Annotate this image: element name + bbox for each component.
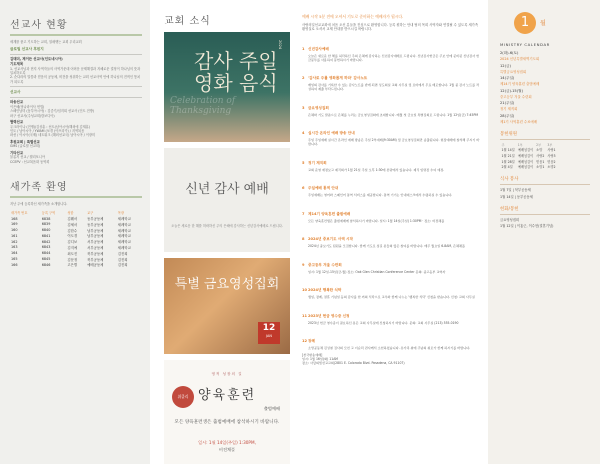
news-list bbox=[302, 35, 480, 351]
news-item bbox=[302, 119, 480, 146]
newcomer-cell: 166 bbox=[11, 262, 18, 267]
news-item-body: 생일, 장례, 결혼 기념일 등의 감사를 한 끼의 식탁으로 교우와 함께 나누는 '행복한 식탁' 신청을 받습니다. 신청: 교회 사무실 bbox=[308, 295, 475, 300]
prayer-item: 2. 순다라의 말씀과 믿음의 공동체, 비전을 성취하는 교회 선교사역 안에 하나님의 전적인 통치가 되도록 bbox=[10, 75, 141, 84]
newcomer-cell: 북부공동체 bbox=[87, 257, 104, 262]
news-item bbox=[302, 225, 480, 248]
news-item-title: '감사로 주를 영화롭게 하라' 감사노트 bbox=[308, 76, 368, 81]
news-intro: 예배 시작 5분 전에 오셔서 기도로 준비하는 예배자가 됩시다. bbox=[302, 14, 404, 19]
duty-rows bbox=[500, 147, 557, 169]
calendar-date: 28(주일) bbox=[500, 113, 515, 118]
news-item bbox=[302, 200, 480, 223]
group-label: 기타선교 bbox=[10, 150, 24, 155]
calendar-event: 중고등부 겨울 수련회 bbox=[500, 94, 532, 99]
meal-line: 1월 14일 | 동부공동체 bbox=[500, 194, 533, 199]
calendar-date: 12(금)-15(월) bbox=[500, 88, 523, 93]
news-item-title: 금요영성집회 bbox=[308, 105, 329, 110]
newcomer-cell: 세례학교 bbox=[117, 222, 131, 227]
news-item-heading bbox=[302, 149, 480, 168]
calendar-date: 14(주일) bbox=[500, 76, 515, 80]
news-item bbox=[302, 251, 480, 274]
news-lead: 사랑의일선교교회에 처음 오신 분들을 진심으로 환영합니다. 등록 원하는 안내 팀의 목회 사역자와 연결될 수 있도록 새가족 환영실로 오셔서 교제 안내를 받으시길 바랍니다. bbox=[302, 23, 479, 32]
card-text: 모든 양육훈련생은 출범예배에 참석하시기 바랍니다. bbox=[174, 420, 280, 425]
section-divider bbox=[10, 34, 142, 36]
newcomer-cell: 6839 bbox=[41, 222, 51, 227]
weekly-badge: 위클리 bbox=[172, 386, 194, 408]
news-item bbox=[302, 327, 480, 350]
group-label: 협력선교 bbox=[10, 120, 24, 125]
duty-cell: 1월 14일 bbox=[501, 148, 515, 153]
newcomer-table bbox=[10, 210, 142, 268]
newcomer-cell: 6846 bbox=[41, 262, 51, 267]
calendar-date: 21(주일) bbox=[500, 101, 515, 105]
duty-cell: 소망2 bbox=[547, 165, 556, 170]
newcomer-cell: 김지예 bbox=[67, 245, 78, 250]
duty-cell: 사랑2 bbox=[536, 153, 545, 158]
divider bbox=[500, 184, 590, 185]
church-news-title: 교회 소식 bbox=[164, 16, 211, 27]
duty-cell: 믿음1 bbox=[536, 159, 545, 164]
news-item bbox=[302, 35, 480, 62]
news-item-heading bbox=[302, 94, 480, 113]
group-line: 인도 / 남아시아 / YWAM (보경 (아프리카) / 지역복음 bbox=[10, 129, 85, 134]
calendar-entry bbox=[500, 114, 594, 124]
month-label: 월 bbox=[540, 20, 546, 27]
column-header: 주 bbox=[501, 142, 505, 147]
funeral-time: 일시: 1월 16일(화) 11AM bbox=[302, 356, 338, 361]
flower-line: 1월 12일 | 이홍근, 이수현(결혼기념) bbox=[500, 224, 554, 229]
newcomer-cell: 세례학교 bbox=[117, 228, 131, 233]
news-item-heading bbox=[302, 251, 480, 270]
discipleship-card[interactable] bbox=[164, 360, 290, 464]
column-header: 성함 bbox=[67, 211, 74, 216]
news-item-heading bbox=[302, 302, 480, 321]
calendar-title: MINISTRY CALENDAR bbox=[500, 42, 550, 47]
newcomer-cell: 김진희 bbox=[117, 257, 128, 262]
meal-line: 1월 7일 | 북부공동체 bbox=[500, 188, 531, 193]
news-item-title: 2024년 중보기도 사역 시작 bbox=[308, 237, 353, 242]
newcomer-cell: 168 bbox=[11, 216, 18, 221]
newcomer-cell: 6844 bbox=[41, 251, 51, 256]
calendar-column bbox=[488, 0, 600, 464]
newcomer-cell: 6842 bbox=[41, 239, 51, 244]
missionary-column bbox=[0, 0, 150, 464]
newcomer-cell: 164 bbox=[11, 251, 18, 256]
missionary-name: 김태미, 제이든 선교사(인도네시아) bbox=[10, 57, 63, 62]
news-item-title: 장례 bbox=[308, 339, 315, 344]
calendar-entry bbox=[500, 76, 594, 86]
calendar-event: 2024 신년특별새벽기도회 bbox=[500, 57, 540, 61]
date-day: 12 bbox=[262, 323, 276, 333]
newcomer-cell: 세례학교 bbox=[117, 217, 131, 222]
news-item bbox=[302, 94, 480, 117]
card-when: 일시: 1월 14일(주일) 1:30PM, bbox=[198, 440, 256, 445]
newcomer-cell: 김문정 bbox=[67, 257, 78, 262]
newcomer-cell: 6838 bbox=[41, 216, 51, 221]
newcomer-cell: 163 bbox=[11, 245, 18, 250]
newcomer-cell: 165 bbox=[11, 257, 18, 262]
duty-title: 봉헌위원 bbox=[500, 131, 517, 137]
calendar-entry bbox=[500, 64, 594, 74]
column-header: 1부 bbox=[517, 142, 523, 147]
column-header: 새가족 번호 bbox=[11, 211, 28, 216]
funeral-title: [천국환송예배] bbox=[302, 352, 323, 357]
card-title: 양육훈련 bbox=[198, 388, 257, 403]
divider bbox=[10, 54, 142, 55]
news-item-body: 일시: 1월 12일-15일(금-월) 장소: Oak Glen Christian Conference Center 문의: 중고등부 교역자 bbox=[308, 269, 446, 274]
duty-cell: 1월 21일 bbox=[501, 153, 515, 158]
calendar-event: 정기 제직회 bbox=[500, 107, 518, 111]
news-item bbox=[302, 149, 480, 172]
news-column bbox=[296, 0, 486, 464]
news-item-body: 주일예배는 영어와 스페인어 통역 서비스를 제공합니다. 통역 기기는 안내데스크에서 수령하실 수 있습니다. bbox=[308, 193, 453, 198]
calendar-event: 제14기 양육훈련 출범예배 bbox=[500, 82, 540, 86]
newcomer-cell: 남부공동체 bbox=[87, 234, 104, 239]
duty-cell: 예배섬김이 bbox=[517, 153, 534, 158]
group-line: 블롬지 선교 / 캘리포니아 bbox=[10, 155, 45, 160]
duty-cell: 1월 28일 bbox=[501, 159, 515, 164]
news-item-number: 4 bbox=[302, 131, 305, 136]
funeral-place: 장소: 사랑의빛선교교회(2801 E. Colorado Blvd. Pasadena, CA 91107) bbox=[302, 360, 405, 365]
news-item-body: 소망공동체 김성철 집사의 모친 고 이순덕 권사께서 소천하셨습니다. 유가족 위에 주님의 위로가 함께 하시기를 바랍니다. bbox=[308, 346, 471, 351]
duty-cell: 믿음2 bbox=[547, 159, 556, 164]
meal-title: 식사 봉사 bbox=[500, 177, 519, 183]
calendar-entry bbox=[500, 89, 594, 99]
newcomer-cell: 김진희 bbox=[117, 263, 128, 268]
column-header: 목장 bbox=[117, 211, 124, 216]
thanksgiving-card[interactable] bbox=[164, 32, 290, 142]
newcomer-cell: 160 bbox=[11, 228, 18, 233]
group-label: 후원교회 | 특별선교 bbox=[10, 139, 40, 144]
newcomer-cell: 고은별 bbox=[67, 263, 78, 268]
news-item-title: 제14기 양육훈련 출범예배 bbox=[308, 211, 351, 216]
news-item-number: 9 bbox=[302, 262, 305, 267]
newcomer-cell: 김한수 bbox=[67, 228, 78, 233]
duty-cell: 사랑1 bbox=[547, 148, 556, 153]
divider bbox=[500, 139, 590, 140]
news-item-number: 6 bbox=[302, 186, 305, 191]
column-header: 2부 bbox=[536, 142, 542, 147]
news-item-number: 2 bbox=[302, 76, 305, 81]
column-header: 등록 구역 bbox=[41, 211, 56, 216]
duty-cell: 사랑3 bbox=[547, 153, 556, 158]
newcomer-row bbox=[10, 262, 142, 268]
newcomer-cell: 6843 bbox=[41, 245, 51, 250]
news-item-body: 모든 양육훈련생은 출범예배에 참석하시기 바랍니다. 일시: 1월 14일(주일) 1:30PM · 장소: 비전채플 bbox=[308, 218, 445, 223]
news-item-heading bbox=[302, 35, 480, 54]
missionary-lead: 세계를 품고 기도하는 교회, 열매맺는 교회 우리교회 bbox=[10, 40, 82, 44]
date-badge bbox=[258, 322, 280, 344]
duty-cell: 예배섬김이 bbox=[517, 148, 534, 153]
duty-cell: 예배섬김이 bbox=[517, 159, 534, 164]
month-number: 1 bbox=[514, 12, 536, 34]
newcomer-title: 새가족 환영 bbox=[10, 182, 68, 194]
card-subtitle: 출범예배 bbox=[263, 406, 280, 411]
news-item-number: 11 bbox=[302, 313, 308, 318]
news-item-body: 은혜와 기도 말씀으로 은혜를 누리는 금요영성집회에 초대합니다. 매월 첫 금요일 특별집회로 드립니다. 1월 12일(금) 7:45PM bbox=[308, 112, 479, 117]
church-news-cards bbox=[150, 0, 296, 464]
news-item bbox=[302, 174, 480, 197]
group-line: 파구 선교사(주성교회/캄보디아) bbox=[10, 113, 55, 118]
news-item-body: 교회 운영 재정보고 제직회가 1월 21일 주일 오후 1:30에 본당에서 있습니다. 제직 임명장 수여 예정. bbox=[308, 167, 445, 172]
newcomer-cell: 김디보 bbox=[67, 240, 78, 245]
group-line: 우크라이나 (전쟁)/김상훈 : 선도(남아시아/해외에 김재훈) bbox=[10, 124, 90, 129]
section-divider bbox=[10, 196, 142, 198]
group-label: 파송선교 bbox=[10, 100, 24, 105]
newcomer-cell: 동부공동체 bbox=[87, 222, 104, 227]
duty-table bbox=[500, 142, 557, 170]
news-item-number: 7 bbox=[302, 211, 305, 216]
newcomer-cell: 남부공동체 bbox=[87, 228, 104, 233]
group-line: 파선 / 아시아(국제) 네트워크 (해외선교국) 남아시아 / 이장미 bbox=[10, 133, 96, 138]
divider bbox=[10, 86, 142, 87]
column-header: 교구 bbox=[87, 211, 94, 216]
news-item-body: 매일의 감사를 기록한 수 있는 감사노트를 받게 되면 성도회실 교회 사무실 및 로비에서 무료 배포합니다. 1월 중 감사 노트를 작성하여 제출 부탁드립니다. bbox=[308, 83, 480, 92]
newcomer-cell: 161 bbox=[11, 233, 18, 238]
news-item-heading bbox=[302, 174, 480, 193]
card-tagline: 영적 성장의 길 bbox=[211, 372, 243, 376]
newcomer-cell: 6841 bbox=[41, 233, 51, 238]
duty-row bbox=[500, 153, 557, 159]
column-header: 3부 bbox=[547, 142, 553, 147]
news-item-number: 1 bbox=[302, 46, 305, 51]
calendar-entry bbox=[500, 51, 594, 61]
newcomer-cell: 예배공동체 bbox=[87, 263, 104, 268]
new-year-worship-card[interactable] bbox=[164, 148, 290, 252]
news-item-body: 주일 주일예배 실시간 온라인 예배 방송은 주일 2부예배(9:30AM) 및 금요영성집회만 송출됩니다. 현장예배에 참석해 주시기 바랍니다. bbox=[308, 138, 480, 147]
newcomer-lead: 지난 주에 등록하신 새가족을 소개합니다. bbox=[10, 202, 68, 207]
newcomer-cell: 동부공동체 bbox=[87, 217, 104, 222]
missionary-subheading: 선교사 bbox=[10, 90, 21, 95]
news-item-number: 10 bbox=[302, 288, 308, 293]
news-item-title: 실시간 온라인 예배 방송 안내 bbox=[308, 131, 355, 136]
news-item-heading bbox=[302, 64, 480, 83]
duty-cell: 2월 4일 bbox=[501, 165, 513, 170]
month-header bbox=[494, 12, 594, 36]
missionary-status-title: 선교사 현황 bbox=[10, 20, 68, 31]
newcomer-cell: 서부공동체 bbox=[87, 245, 104, 250]
duty-cell: 소망 bbox=[536, 148, 543, 153]
date-month: JAN bbox=[266, 334, 272, 338]
newcomer-cell: 6840 bbox=[41, 228, 51, 233]
card-where: 비전채플 bbox=[218, 447, 236, 452]
card-title: 특별 금요영성집회 bbox=[174, 277, 280, 292]
newcomer-cell: 서부공동체 bbox=[87, 240, 104, 245]
duty-row bbox=[500, 147, 557, 153]
newcomer-rows bbox=[10, 216, 142, 268]
missions-heading: 글로벌 선교사 후원지 bbox=[10, 47, 44, 52]
newcomer-cell: 세례학교 bbox=[117, 245, 131, 250]
news-item-number: 8 bbox=[302, 237, 305, 242]
news-item-number: 3 bbox=[302, 105, 305, 110]
newcomer-cell: 북부공동체 bbox=[87, 251, 104, 256]
news-item-title: 주일예배 통역 안내 bbox=[308, 186, 339, 191]
duty-cell: 소망1 bbox=[536, 165, 545, 170]
news-item-heading bbox=[302, 327, 480, 346]
calendar-event: 특별금요영성집회 bbox=[500, 69, 527, 74]
friday-revival-card[interactable] bbox=[164, 258, 290, 354]
news-item-body: 오늘은 새로운 한 해를 허락하신 주의 은혜에 감사하는 신년감사예배로 드립니다. 신년감사헌금은 주보 안에 준비된 신년감사 헌금봉투를 사용하여 봉헌하시기 바랍니다. bbox=[308, 53, 480, 62]
prayer-label: 기도제목 bbox=[10, 62, 24, 66]
newcomer-cell: 세례학교 bbox=[117, 240, 131, 245]
news-item-body: 2023년 헌금 영수증이 필요하신 분은 교회 사무실에 신청하시기 바랍니다. 문의: 교회 사무실 (213) 555-0190 bbox=[308, 320, 459, 325]
news-item-heading bbox=[302, 119, 480, 138]
group-line: CCEPV : 선교복음화 동역회 bbox=[10, 159, 50, 164]
prayer-item: 1. 선교사님과 현지 사역자들의 사역가운데 어려운 문제해결과 지혜로운 결정이 하나님의 뜻과 일치하도록 bbox=[10, 66, 141, 75]
group-line: 이은혜(당나라이사 헌법) bbox=[10, 104, 45, 109]
news-item-title: 정기 제직회 bbox=[308, 160, 327, 165]
news-item-title: 중고등부 겨울 수련회 bbox=[308, 262, 342, 267]
duty-row bbox=[500, 164, 557, 170]
news-item-heading bbox=[302, 276, 480, 295]
newcomer-cell: 김웨서 bbox=[67, 217, 78, 222]
newcomer-cell: 김체서 bbox=[67, 222, 78, 227]
divider bbox=[10, 97, 142, 98]
card-year: 2024 bbox=[278, 40, 282, 50]
newcomer-cell: 169 bbox=[11, 222, 18, 227]
newcomer-cell: 김진희 bbox=[117, 251, 128, 256]
duty-row bbox=[500, 158, 557, 164]
news-item bbox=[302, 302, 480, 325]
group-line: GMS (글로벌 선교회) bbox=[10, 144, 41, 149]
news-item bbox=[302, 276, 480, 299]
duty-cell: 예배섬김이 bbox=[517, 165, 534, 170]
news-item bbox=[302, 64, 480, 91]
flower-title: 헌화/봉헌 bbox=[500, 206, 519, 212]
news-item-number: 12 bbox=[302, 339, 308, 344]
divider bbox=[500, 214, 590, 215]
card-subtitle: 오늘은 새로운 한 해를 허락하신 주의 은혜에 감사하는 신년감사예배로 드립니다. bbox=[171, 224, 283, 228]
newcomer-cell: 최도진 bbox=[67, 251, 78, 256]
group-line: 스페인남미 (동부아시아) : 김중기/임지희 선교사 (인도 전방) bbox=[10, 109, 95, 114]
card-title: 신년 감사 예배 bbox=[185, 182, 269, 197]
news-item-title: 2023년 헌금 영수증 신청 bbox=[308, 313, 350, 318]
flower-line: 금요영성집회 bbox=[500, 217, 520, 222]
calendar-list bbox=[494, 51, 594, 124]
news-item-number: 5 bbox=[302, 160, 305, 165]
newcomer-cell: 세례학교 bbox=[117, 234, 131, 239]
calendar-event: 제1기 사역훈련 수료예배 bbox=[500, 119, 538, 124]
calendar-date: 2(화)-6(토) bbox=[500, 51, 519, 55]
newcomer-cell: 이도경 bbox=[67, 234, 78, 239]
news-item-title: 2024년 행복한 식탁 bbox=[308, 288, 342, 293]
card-title: 감사 주일 영화 음식 bbox=[194, 49, 278, 95]
calendar-entry bbox=[500, 101, 594, 111]
news-item-body: 2024년 중보기도 팀원을 모집합니다. 함께 기도로 섬길 분들의 많은 참여를 바랍니다. 매주 월요일 6-8AM, 은혜채플 bbox=[308, 244, 465, 249]
news-item-title: 신년감사예배 bbox=[308, 46, 329, 51]
calendar-date: 12(금) bbox=[500, 63, 511, 68]
newcomer-cell: 6845 bbox=[41, 257, 51, 262]
newcomer-cell: 162 bbox=[11, 239, 18, 244]
news-item-heading bbox=[302, 200, 480, 219]
card-english-title: Celebration of Thanksgiving bbox=[170, 96, 236, 116]
news-item-heading bbox=[302, 225, 480, 244]
